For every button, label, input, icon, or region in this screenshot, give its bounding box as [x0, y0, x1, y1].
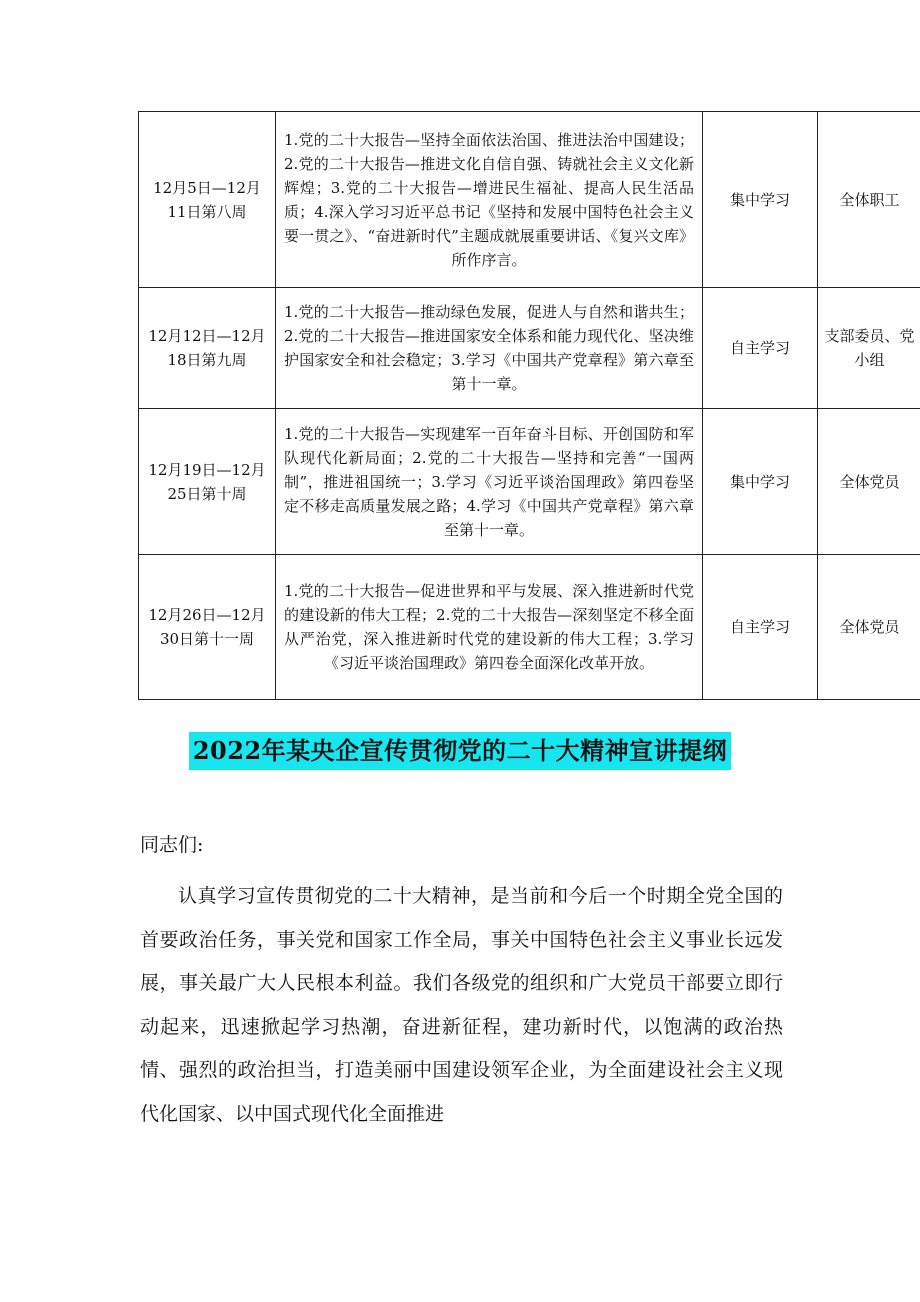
body-paragraph: 认真学习宣传贯彻党的二十大精神，是当前和今后一个时期全党全国的首要政治任务，事关党和国家工作全局，事关中国特色社会主义事业长远发展，事关最广大人民根本利益。我们各级党的组织和广大党员干部要立即行动起来，迅速掀起学习热潮，奋进新征程，建功新时代，以饱满的政治热情、强烈的政治担当，打造美丽中国建设领军企业，为全面建设社会主义现代化国家、以中国式现代化全面推进 [140, 885, 783, 1125]
study-form-cell: 集中学习 [703, 112, 818, 288]
study-content-cell: 1.党的二十大报告—推动绿色发展，促进人与自然和谐共生；2.党的二十大报告—推进国家安全体系和能力现代化、坚决维护国家安全和社会稳定；3.学习《中国共产党章程》第六章至第十一章。 [276, 288, 703, 409]
study-content-cell: 1.党的二十大报告—实现建军一百年奋斗目标、开创国防和军队现代化新局面；2.党的二十大报告—坚持和完善“一国两制”，推进祖国统一；3.学习《习近平谈治国理政》第四卷坚定不移走高质量发展之路；4.学习《中国共产党章程》第六章至第十一章。 [276, 409, 703, 555]
week-date-cell: 12月5日—12月11日第八周 [139, 112, 276, 288]
week-date-cell: 12月26日—12月30日第十一周 [139, 555, 276, 700]
document-title-text: 2022年某央企宣传贯彻党的二十大精神宣讲提纲 [189, 732, 731, 770]
study-target-cell: 支部委员、党小组 [818, 288, 920, 409]
week-date-cell: 12月12日—12月18日第九周 [139, 288, 276, 409]
table-row [139, 112, 920, 288]
study-schedule-table [138, 111, 920, 700]
study-target-cell: 全体职工 [818, 112, 920, 288]
study-target-cell: 全体党员 [818, 409, 920, 555]
greeting-text: 同志们: [140, 834, 204, 856]
study-form-cell: 自主学习 [703, 288, 818, 409]
study-content-cell: 1.党的二十大报告—坚持全面依法治国、推进法治中国建设；2.党的二十大报告—推进文化自信自强、铸就社会主义文化新辉煌；3.党的二十大报告—增进民生福祉、提高人民生活品质；4.深入学习习近平总书记《坚持和发展中国特色社会主义要一贯之》、“奋进新时代”主题成就展重要讲话、《复兴文库》所作序言。 [276, 112, 703, 288]
study-target-cell: 全体党员 [818, 555, 920, 700]
table-row [139, 409, 920, 555]
study-form-cell: 集中学习 [703, 409, 818, 555]
study-form-cell: 自主学习 [703, 555, 818, 700]
document-title [0, 732, 920, 770]
table-row [139, 288, 920, 409]
study-content-cell: 1.党的二十大报告—促进世界和平与发展、深入推进新时代党的建设新的伟大工程；2.党的二十大报告—深刻坚定不移全面从严治党，深入推进新时代党的建设新的伟大工程；3.学习《习近平谈治国理政》第四卷全面深化改革开放。 [276, 555, 703, 700]
week-date-cell: 12月19日—12月25日第十周 [139, 409, 276, 555]
table-row [139, 555, 920, 700]
